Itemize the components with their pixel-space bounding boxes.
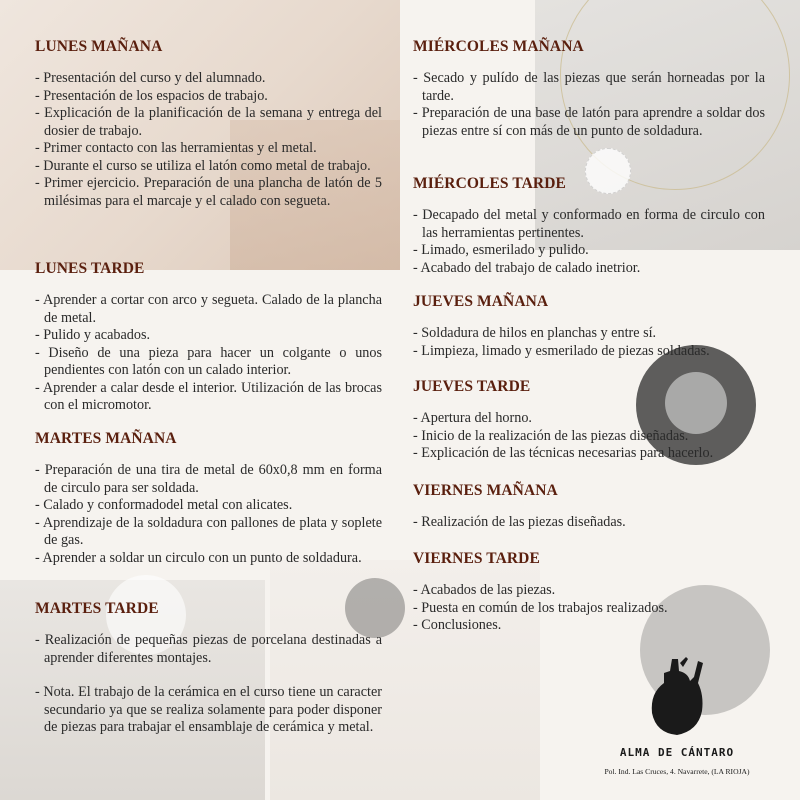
item-list <box>413 514 765 532</box>
item-list <box>413 70 765 140</box>
list-item: - Presentación del curso y del alumnado. <box>35 70 266 86</box>
section-heading: MIÉRCOLES TARDE <box>413 175 566 192</box>
section-jueves-tarde <box>413 378 765 463</box>
list-item: - Presentación de los espacios de trabajo. <box>35 87 268 104</box>
section-heading: LUNES MAÑANA <box>35 38 163 55</box>
item-list <box>35 292 382 415</box>
list-item: - Realización de pequeñas piezas de porcelana destinadas a aprender diferentes montajes. <box>35 632 382 666</box>
list-item: - Durante el curso se utiliza el latón como metal de trabajo. <box>35 157 371 174</box>
list-item: - Aprendizaje de la soldadura con pallones de plata y soplete de gas. <box>35 514 382 548</box>
section-heading: JUEVES TARDE <box>413 378 531 395</box>
brand-address: Pol. Ind. Las Cruces, 4. Navarrete, (LA RIOJA) <box>604 767 750 776</box>
section-lunes-tarde <box>35 260 382 415</box>
section-heading: VIERNES MAÑANA <box>413 482 558 499</box>
list-item: - Aprender a soldar un circulo con un punto de soldadura. <box>35 549 362 566</box>
list-item: - Secado y pulído de las piezas que serán horneadas por la tarde. <box>413 70 765 104</box>
list-item: - Decapado del metal y conformado en forma de circulo con las herramientas pertinentes. <box>413 207 765 241</box>
list-item: - Apertura del horno. <box>413 410 532 426</box>
list-item: - Acabados de las piezas. <box>413 582 556 598</box>
list-item: - Preparación de una tira de metal de 60x0,8 mm en forma de circulo para ser soldada. <box>35 462 382 496</box>
list-item: - Primer ejercicio. Preparación de una plancha de latón de 5 milésimas para el marcaje y el calado con segueta. <box>35 175 382 209</box>
section-miercoles-tarde <box>413 175 765 277</box>
item-list <box>413 325 765 360</box>
item-list <box>413 207 765 277</box>
item-list <box>413 410 765 463</box>
list-item: - Limado, esmerilado y pulido. <box>413 242 589 258</box>
list-item: - Pulido y acabados. <box>35 327 151 343</box>
brand-name: ALMA DE CÁNTARO <box>619 746 735 759</box>
section-heading: MARTES TARDE <box>35 600 159 617</box>
list-item: - Inicio de la realización de las piezas diseñadas. <box>413 427 689 444</box>
list-item: - Nota. El trabajo de la cerámica en el curso tiene un caracter secundario ya que se realiza solamente para poder disponer de piezas para trabajar el ensamblaje de cerámica y metal. <box>35 684 382 735</box>
item-list <box>413 582 765 635</box>
section-martes-tarde <box>35 600 382 737</box>
list-item: - Diseño de una pieza para hacer un colgante o unos pendientes con latón con un calado interior. <box>35 344 382 378</box>
brand-logo <box>582 655 772 776</box>
section-martes-manana <box>35 430 382 567</box>
item-list <box>35 70 382 210</box>
item-list <box>35 462 382 567</box>
cantaro-jug-icon <box>642 655 712 737</box>
section-heading: VIERNES TARDE <box>413 550 540 567</box>
list-item: - Conclusiones. <box>413 617 502 633</box>
list-item: - Soldadura de hilos en planchas y entre sí. <box>413 325 657 341</box>
list-item: - Aprender a calar desde el interior. Utilización de las brocas con el micromotor. <box>35 379 382 413</box>
list-item: - Acabado del trabajo de calado inetrior. <box>413 259 641 276</box>
list-item: - Realización de las piezas diseñadas. <box>413 514 626 530</box>
item-list <box>35 632 382 737</box>
section-jueves-manana <box>413 293 765 360</box>
section-heading: MIÉRCOLES MAÑANA <box>413 38 584 55</box>
list-item: - Aprender a cortar con arco y segueta. Calado de la plancha de metal. <box>35 292 382 326</box>
list-item: - Explicación de las técnicas necesarias para hacerlo. <box>413 445 714 461</box>
section-heading: LUNES TARDE <box>35 260 145 277</box>
section-lunes-manana <box>35 38 382 210</box>
list-item: - Puesta en común de los trabajos realizados. <box>413 599 668 616</box>
section-viernes-tarde <box>413 550 765 635</box>
list-item: - Explicación de la planificación de la semana y entrega del dosier de trabajo. <box>35 105 382 139</box>
list-item: - Preparación de una base de latón para aprendre a soldar dos piezas entre sí con más de un punto de soldadura. <box>413 105 765 139</box>
list-item: - Primer contacto con las herramientas y el metal. <box>35 140 317 156</box>
section-heading: MARTES MAÑANA <box>35 430 177 447</box>
section-viernes-manana <box>413 482 765 532</box>
list-item: - Limpieza, limado y esmerilado de piezas soldadas. <box>413 342 710 359</box>
section-miercoles-manana <box>413 38 765 140</box>
list-item: - Calado y conformadodel metal con alicates. <box>35 497 293 513</box>
section-heading: JUEVES MAÑANA <box>413 293 549 310</box>
